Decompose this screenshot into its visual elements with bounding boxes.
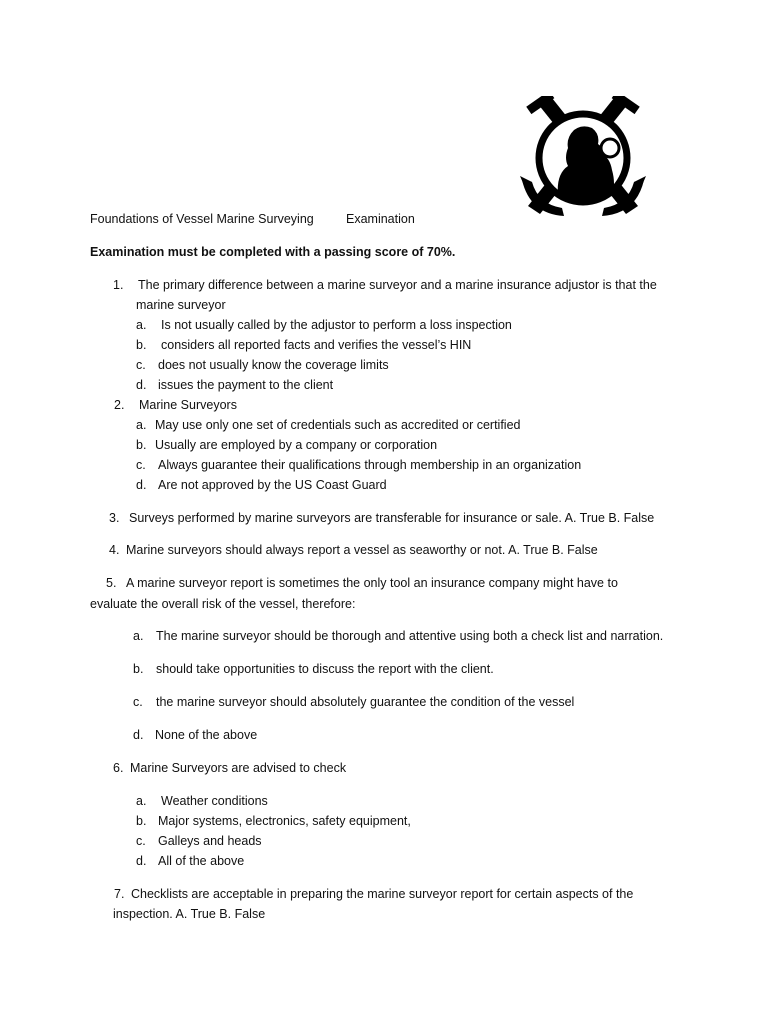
exam-label: Examination — [346, 212, 415, 226]
question-text: The primary difference between a marine surveyor and a marine insurance adjustor is that the — [138, 278, 657, 292]
question-number: 7. — [114, 887, 125, 901]
option-letter: c. — [133, 695, 143, 709]
option-letter: a. — [136, 318, 147, 332]
option-letter: c. — [136, 834, 146, 848]
question-number: 6. — [113, 761, 124, 775]
option-text: May use only one set of credentials such as accredited or certified — [155, 418, 521, 432]
question-number: 5. — [106, 576, 117, 590]
option-text: Is not usually called by the adjustor to perform a loss inspection — [161, 318, 512, 332]
option-text: issues the payment to the client — [158, 378, 334, 392]
question-text: Surveys performed by marine surveyors are transferable for insurance or sale. A. True B. False — [129, 511, 655, 525]
option-letter: c. — [136, 358, 146, 372]
question-number: 4. — [109, 543, 120, 557]
option-text: All of the above — [158, 854, 245, 868]
course-title: Foundations of Vessel Marine Surveying — [90, 212, 314, 226]
option-text: Are not approved by the US Coast Guard — [158, 478, 387, 492]
option-text: Major systems, electronics, safety equipment, — [158, 814, 411, 828]
option-letter: d. — [136, 854, 147, 868]
option-letter: a. — [136, 418, 147, 432]
question-text-continued: marine surveyor — [136, 298, 226, 312]
option-letter: d. — [133, 728, 144, 742]
question-number: 1. — [113, 278, 124, 292]
question-number: 2. — [114, 398, 125, 412]
option-letter: a. — [136, 794, 147, 808]
option-text: should take opportunities to discuss the report with the client. — [156, 662, 494, 676]
option-text: Weather conditions — [161, 794, 268, 808]
question-text: Checklists are acceptable in preparing the marine surveyor report for certain aspects of the — [131, 887, 634, 901]
passing-note: Examination must be completed with a passing score of 70%. — [90, 245, 456, 259]
option-letter: b. — [136, 438, 147, 452]
option-letter: d. — [136, 478, 147, 492]
option-text: None of the above — [155, 728, 258, 742]
option-letter: c. — [136, 458, 146, 472]
option-letter: b. — [136, 814, 147, 828]
question-text: Marine Surveyors are advised to check — [130, 761, 347, 775]
question-text-continued: evaluate the overall risk of the vessel, therefore: — [90, 597, 356, 611]
option-text: Galleys and heads — [158, 834, 262, 848]
question-text: A marine surveyor report is sometimes the only tool an insurance company might have to — [126, 576, 618, 590]
option-text: the marine surveyor should absolutely guarantee the condition of the vessel — [156, 695, 575, 709]
option-letter: b. — [136, 338, 147, 352]
option-letter: b. — [133, 662, 144, 676]
question-number: 3. — [109, 511, 120, 525]
option-text: does not usually know the coverage limits — [158, 358, 389, 372]
option-text: Always guarantee their qualifications through membership in an organization — [158, 458, 582, 472]
surveyor-anchor-emblem-icon — [520, 96, 646, 220]
question-text-continued: inspection. A. True B. False — [113, 907, 266, 921]
question-text: Marine surveyors should always report a vessel as seaworthy or not. A. True B. False — [126, 543, 598, 557]
option-letter: a. — [133, 629, 144, 643]
option-text: considers all reported facts and verifies the vessel’s HIN — [161, 338, 472, 352]
option-text: Usually are employed by a company or corporation — [155, 438, 438, 452]
option-text: The marine surveyor should be thorough and attentive using both a check list and narration. — [156, 629, 664, 643]
question-text: Marine Surveyors — [139, 398, 237, 412]
option-letter: d. — [136, 378, 147, 392]
